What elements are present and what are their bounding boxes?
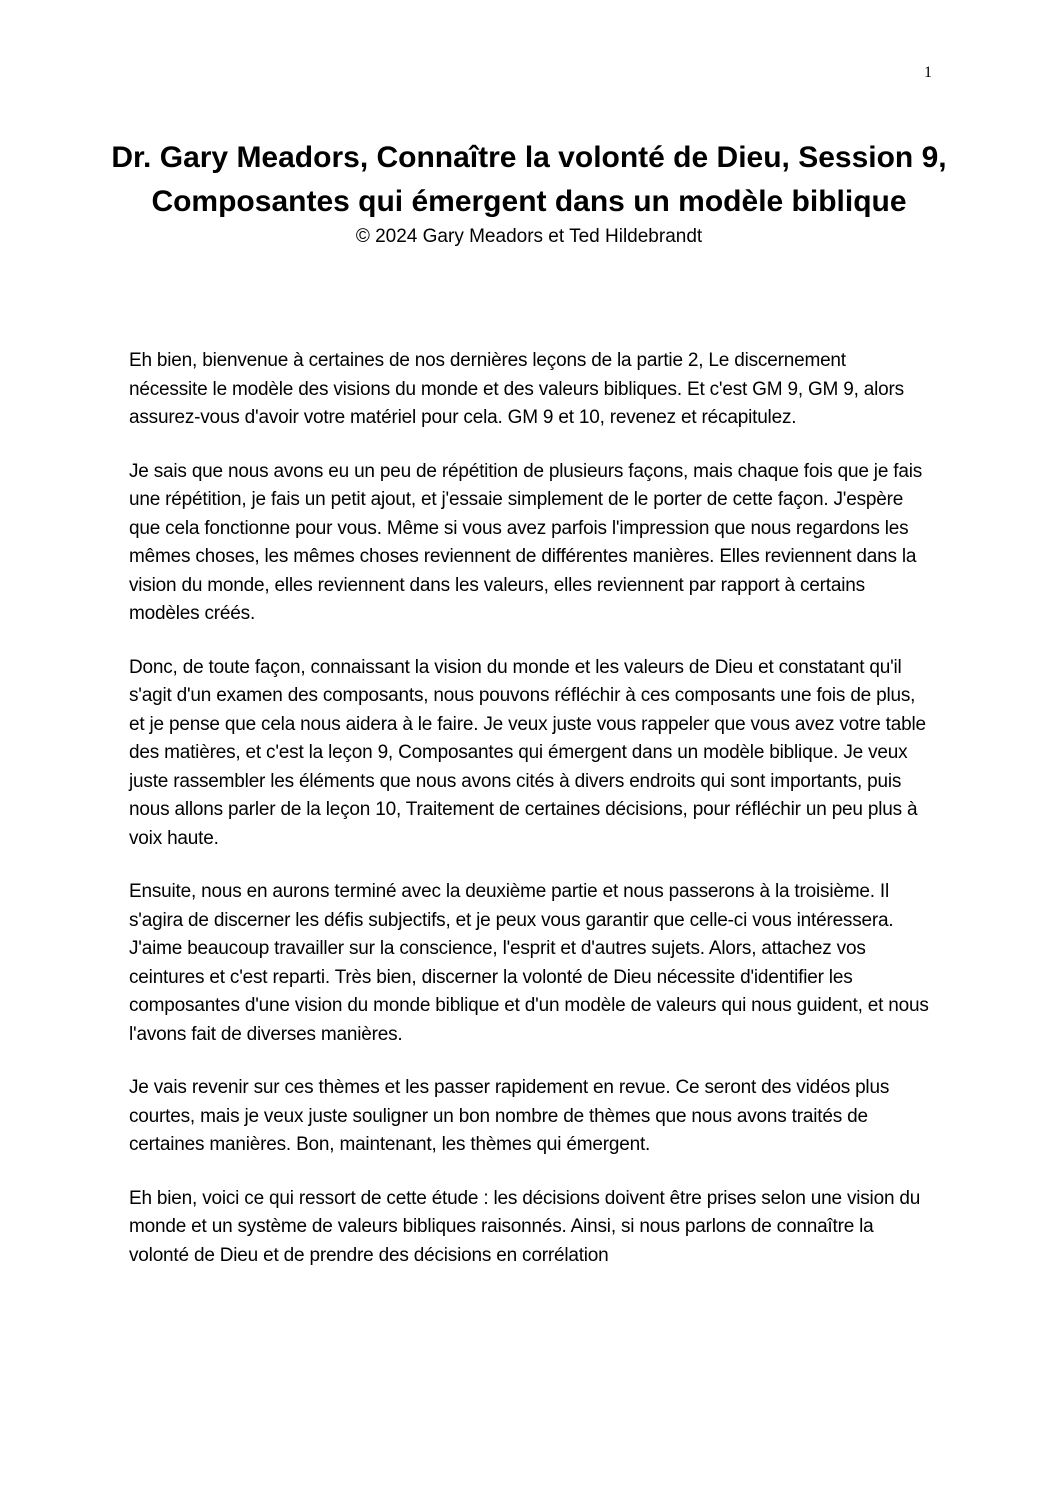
document-title: Dr. Gary Meadors, Connaître la volonté de Dieu, Session 9, Composantes qui émergent dans un modèle biblique [111,141,947,218]
document-body [129,347,929,1295]
paragraph-1: Eh bien, bienvenue à certaines de nos dernières leçons de la partie 2, Le discernement nécessite le modèle des visions du monde et des valeurs bibliques. Et c'est GM 9, GM 9, alors assurez-vous d'avoir votre matériel pour cela. GM 9 et 10, revenez et récapitulez. [129,350,904,428]
paragraph-2: Je sais que nous avons eu un peu de répétition de plusieurs façons, mais chaque fois que je fais une répétition, je fais un petit ajout, et j'essaie simplement de le porter de cette façon. J'espère que cela fonctionne pour vous. Même si vous avez parfois l'impression que nous regardons les mêmes choses, les mêmes choses reviennent de différentes manières. Elles reviennent dans la vision du monde, elles reviennent dans les valeurs, elles reviennent par rapport à certains modèles créés. [129,460,923,624]
paragraph-6: Eh bien, voici ce qui ressort de cette étude : les décisions doivent être prises selon une vision du monde et un système de valeurs bibliques raisonnés. Ainsi, si nous parlons de connaître la volonté de Dieu et de prendre des décisions en corrélation [129,1187,921,1266]
title-block [90,136,968,250]
paragraph-4: Ensuite, nous en aurons terminé avec la deuxième partie et nous passerons à la troisième. Il s'agira de discerner les défis subjectifs, et je peux vous garantir que celle-ci vous intéressera. J'aime beaucoup travailler sur la conscience, l'esprit et d'autres sujets. Alors, attachez vos ceintures et c'est reparti. Très bien, discerner la volonté de Dieu nécessite d'identifier les composantes d'une vision du monde biblique et d'un modèle de valeurs qui nous guident, et nous l'avons fait de diverses manières. [129,881,929,1045]
page-number: 1 [924,64,932,81]
copyright-line: © 2024 Gary Meadors et Ted Hildebrandt [355,226,703,247]
paragraph-3: Donc, de toute façon, connaissant la vision du monde et les valeurs de Dieu et constatant qu'il s'agit d'un examen des composants, nous pouvons réfléchir à ces composants une fois de plus, et je pense que cela nous aidera à le faire. Je veux juste vous rappeler que vous avez votre table des matières, et c'est la leçon 9, Composantes qui émergent dans un modèle biblique. Je veux juste rassembler les éléments que nous avons cités à divers endroits qui sont importants, puis nous allons parler de la leçon 10, Traitement de certaines décisions, pour réfléchir un peu plus à voix haute. [129,656,926,849]
paragraph-5: Je vais revenir sur ces thèmes et les passer rapidement en revue. Ce seront des vidéos plus courtes, mais je veux juste souligner un bon nombre de thèmes que nous avons traités de certaines manières. Bon, maintenant, les thèmes qui émergent. [129,1077,890,1155]
